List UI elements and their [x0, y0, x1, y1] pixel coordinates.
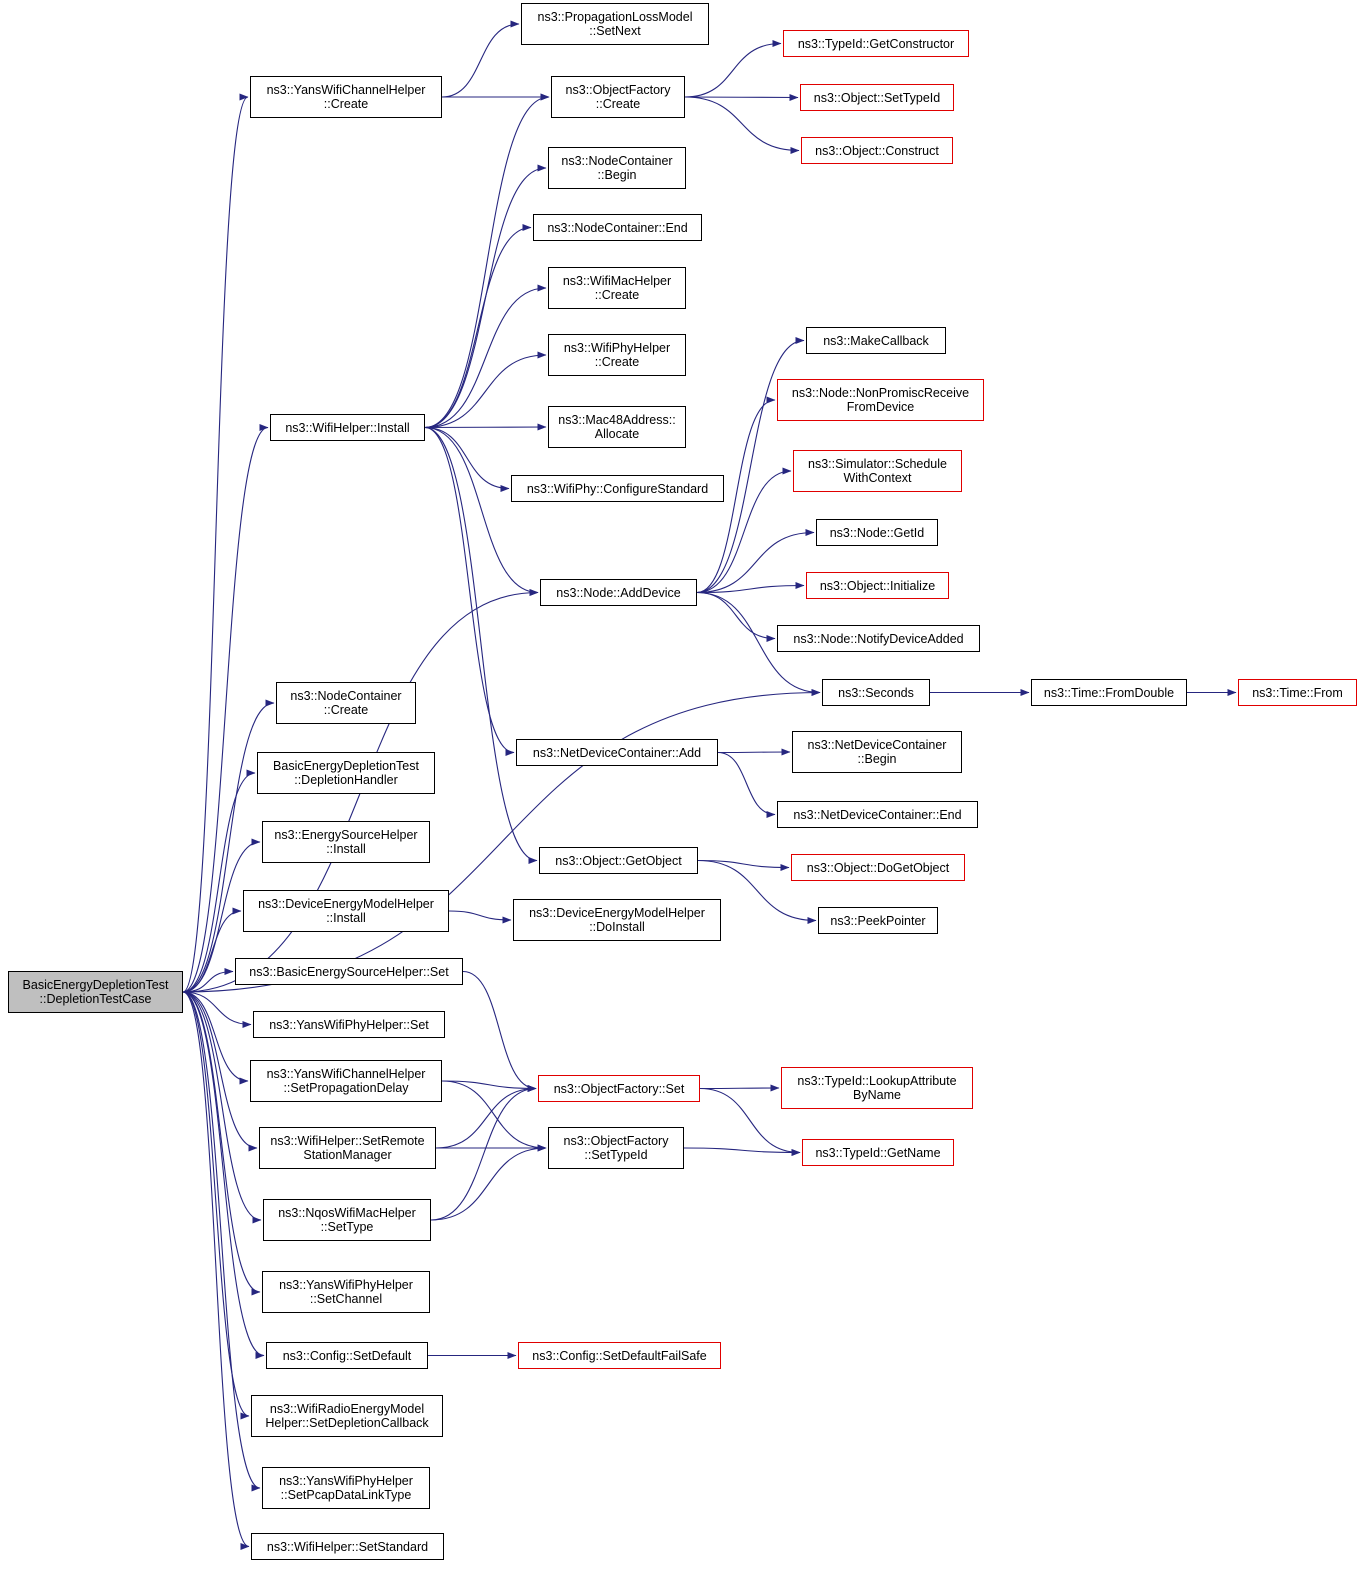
edge-of_create-to-typeid_getconstructor [685, 44, 781, 98]
edge-nqos_settype-to-of_set [431, 1089, 536, 1221]
edge-wifihelper_setremote-to-of_set [436, 1089, 536, 1149]
graph-node-depletionhandler[interactable]: BasicEnergyDepletionTest ::DepletionHandler [257, 752, 435, 794]
graph-node-object_initialize[interactable]: ns3::Object::Initialize [806, 572, 949, 599]
graph-node-energysourcehelper_install[interactable]: ns3::EnergySourceHelper ::Install [262, 821, 430, 863]
edge-wifihelper_install-to-wifimac_create [425, 288, 546, 428]
graph-node-node_getid[interactable]: ns3::Node::GetId [816, 519, 938, 546]
graph-node-wifihelper_setstandard[interactable]: ns3::WifiHelper::SetStandard [251, 1533, 444, 1560]
edge-root-to-wifiradio_setdepletioncb [183, 992, 249, 1416]
graph-node-wifimac_create[interactable]: ns3::WifiMacHelper ::Create [548, 267, 686, 309]
graph-node-typeid_getname[interactable]: ns3::TypeId::GetName [802, 1139, 954, 1166]
graph-node-ndc_begin[interactable]: ns3::NetDeviceContainer ::Begin [792, 731, 962, 773]
edge-root-to-nqos_settype [183, 992, 261, 1220]
graph-node-wifiradio_setdepletioncb[interactable]: ns3::WifiRadioEnergyModel Helper::SetDepletionCallback [251, 1395, 443, 1437]
graph-node-devenergy_install[interactable]: ns3::DeviceEnergyModelHelper ::Install [243, 890, 449, 932]
graph-node-of_create[interactable]: ns3::ObjectFactory ::Create [551, 76, 685, 118]
edge-basicenergysourcehelper_set-to-of_set [463, 972, 536, 1089]
graph-node-ndc_add[interactable]: ns3::NetDeviceContainer::Add [516, 739, 718, 766]
graph-node-ndc_end[interactable]: ns3::NetDeviceContainer::End [777, 801, 978, 828]
graph-node-plm_setnext[interactable]: ns3::PropagationLossModel ::SetNext [521, 3, 709, 45]
edge-nqos_settype-to-of_settypeid [431, 1148, 546, 1220]
edge-of_create-to-object_construct [685, 97, 799, 151]
edge-ndc_add-to-ndc_begin [718, 752, 790, 753]
edge-node_adddevice-to-node_notifydeviceadded [697, 593, 775, 639]
graph-node-typeid_getconstructor[interactable]: ns3::TypeId::GetConstructor [783, 30, 969, 57]
graph-node-object_settypeid[interactable]: ns3::Object::SetTypeId [800, 84, 954, 111]
edge-wifihelper_install-to-node_adddevice [425, 428, 538, 593]
graph-node-of_set[interactable]: ns3::ObjectFactory::Set [538, 1075, 700, 1102]
graph-node-nqos_settype[interactable]: ns3::NqosWifiMacHelper ::SetType [263, 1199, 431, 1241]
edge-root-to-wifihelper_setstandard [183, 992, 249, 1547]
graph-node-nodecontainer_create[interactable]: ns3::NodeContainer ::Create [276, 682, 416, 724]
edge-ndc_add-to-ndc_end [718, 753, 775, 815]
graph-node-mac48_allocate[interactable]: ns3::Mac48Address:: Allocate [548, 406, 686, 448]
graph-node-yanswifiphyhelper_set[interactable]: ns3::YansWifiPhyHelper::Set [253, 1011, 445, 1038]
graph-node-object_getobject[interactable]: ns3::Object::GetObject [539, 847, 698, 874]
graph-node-nc_begin[interactable]: ns3::NodeContainer ::Begin [548, 147, 686, 189]
graph-node-devenergy_doinstall[interactable]: ns3::DeviceEnergyModelHelper ::DoInstall [513, 899, 721, 941]
graph-node-object_dogetobject[interactable]: ns3::Object::DoGetObject [791, 854, 965, 881]
graph-node-of_settypeid[interactable]: ns3::ObjectFactory ::SetTypeId [548, 1127, 684, 1169]
edge-devenergy_install-to-devenergy_doinstall [449, 911, 511, 920]
edge-of_create-to-object_settypeid [685, 97, 798, 98]
graph-node-root[interactable]: BasicEnergyDepletionTest ::DepletionTestCase [8, 971, 183, 1013]
edge-root-to-nodecontainer_create [183, 703, 274, 992]
graph-node-makecallback[interactable]: ns3::MakeCallback [806, 327, 946, 354]
graph-node-wifihelper_setremote[interactable]: ns3::WifiHelper::SetRemote StationManager [259, 1127, 436, 1169]
graph-node-node_adddevice[interactable]: ns3::Node::AddDevice [540, 579, 697, 606]
graph-node-yanschan_create[interactable]: ns3::YansWifiChannelHelper ::Create [250, 76, 442, 118]
graph-node-sim_schedulewithcontext[interactable]: ns3::Simulator::Schedule WithContext [793, 450, 962, 492]
graph-node-node_notifydeviceadded[interactable]: ns3::Node::NotifyDeviceAdded [777, 625, 980, 652]
edge-wifihelper_install-to-ndc_add [425, 428, 514, 753]
graph-node-object_construct[interactable]: ns3::Object::Construct [801, 137, 953, 164]
graph-node-wifiphy_configurestandard[interactable]: ns3::WifiPhy::ConfigureStandard [511, 475, 724, 502]
graph-node-time_from[interactable]: ns3::Time::From [1238, 679, 1357, 706]
graph-node-wifihelper_install[interactable]: ns3::WifiHelper::Install [270, 414, 425, 441]
graph-node-seconds[interactable]: ns3::Seconds [822, 679, 930, 706]
graph-node-wifiphy_create[interactable]: ns3::WifiPhyHelper ::Create [548, 334, 686, 376]
graph-node-time_fromdouble[interactable]: ns3::Time::FromDouble [1031, 679, 1187, 706]
graph-node-config_setdefault[interactable]: ns3::Config::SetDefault [266, 1342, 428, 1369]
graph-node-peekpointer[interactable]: ns3::PeekPointer [818, 907, 938, 934]
edge-wifihelper_install-to-mac48_allocate [425, 427, 546, 428]
edge-of_set-to-typeid_lookupattr [700, 1088, 779, 1089]
edge-yanschan_create-to-plm_setnext [442, 24, 519, 97]
edge-wifihelper_install-to-nc_end [425, 228, 531, 428]
edge-root-to-yansphy_setpcap [183, 992, 260, 1488]
graph-node-nc_end[interactable]: ns3::NodeContainer::End [533, 214, 702, 241]
graph-node-node_nonpromisc[interactable]: ns3::Node::NonPromiscReceive FromDevice [777, 379, 984, 421]
graph-node-config_setdefaultfailsafe[interactable]: ns3::Config::SetDefaultFailSafe [518, 1342, 721, 1369]
graph-node-basicenergysourcehelper_set[interactable]: ns3::BasicEnergySourceHelper::Set [235, 958, 463, 985]
edge-yanschan_setpropdelay-to-of_settypeid [442, 1081, 546, 1148]
edge-wifihelper_install-to-wifiphy_create [425, 355, 546, 428]
graph-node-yanschan_setpropdelay[interactable]: ns3::YansWifiChannelHelper ::SetPropagationDelay [250, 1060, 442, 1102]
graph-node-typeid_lookupattr[interactable]: ns3::TypeId::LookupAttribute ByName [781, 1067, 973, 1109]
graph-node-yansphy_setchannel[interactable]: ns3::YansWifiPhyHelper ::SetChannel [262, 1271, 430, 1313]
edge-wifihelper_install-to-of_create [425, 97, 549, 428]
graph-node-yansphy_setpcap[interactable]: ns3::YansWifiPhyHelper ::SetPcapDataLinkType [262, 1467, 430, 1509]
